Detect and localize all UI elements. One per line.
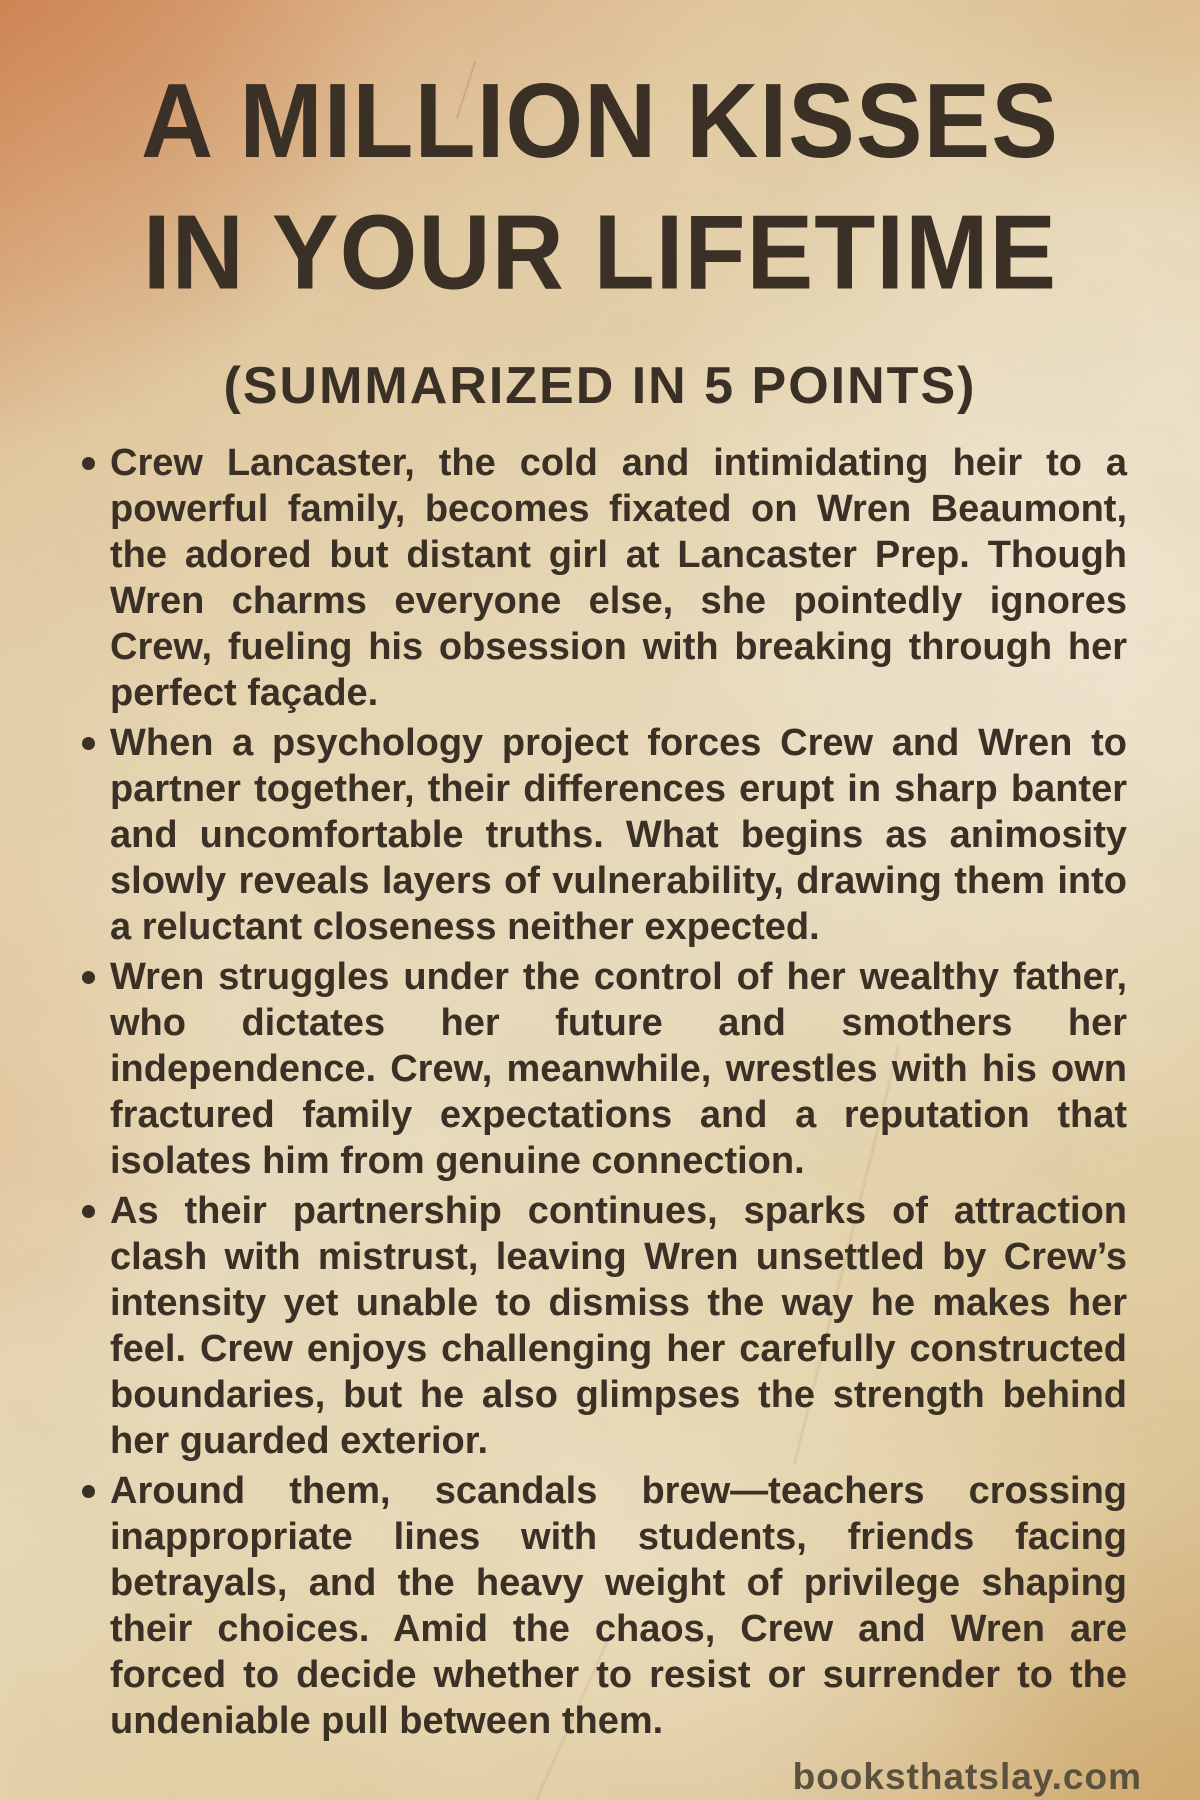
summary-point-4	[80, 1188, 1127, 1464]
summary-point-3	[80, 954, 1127, 1184]
summary-point-text: Around them, scandals brew—teachers crossing inappropriate lines with students, friends facing betrayals, and the heavy weight of privilege shaping their choices. Amid the chaos, Crew and Wren are forced to decide whether to resist or surrender to the undeniable pull between them.	[110, 1470, 1127, 1742]
bullet-icon	[82, 737, 95, 750]
summary-point-text: When a psychology project forces Crew and Wren to partner together, their differences erupt in sharp banter and uncomfortable truths. What begins as animosity slowly reveals layers of vulnerability, drawing them into a reluctant closeness neither expected.	[110, 722, 1127, 948]
summary-list	[80, 440, 1127, 1744]
bullet-icon	[82, 971, 95, 984]
summary-point-text: Crew Lancaster, the cold and intimidating heir to a powerful family, becomes fixated on Wren Beaumont, the adored but distant girl at Lancaster Prep. Though Wren charms everyone else, she pointedly ignores Crew, fueling his obsession with breaking through her perfect façade.	[110, 442, 1127, 714]
title-line-2: IN YOUR LIFETIME	[142, 192, 1058, 312]
title-line-1: A MILLION KISSES	[141, 61, 1059, 181]
bullet-icon	[82, 1485, 95, 1498]
summary-point-5	[80, 1468, 1127, 1744]
watermark-site: booksthatslay.com	[792, 1756, 1142, 1797]
book-title	[0, 0, 1200, 318]
summary-point-text: Wren struggles under the control of her wealthy father, who dictates her future and smothers her independence. Crew, meanwhile, wrestles with his own fractured family expectations and a reputation that isolates him from genuine connection.	[110, 956, 1127, 1182]
bullet-icon	[82, 457, 95, 470]
bullet-icon	[82, 1205, 95, 1218]
summary-point-1	[80, 440, 1127, 716]
summary-point-text: As their partnership continues, sparks of attraction clash with mistrust, leaving Wren unsettled by Crew’s intensity yet unable to dismiss the way he makes her feel. Crew enjoys challenging her carefully constructed boundaries, but he also glimpses the strength behind her guarded exterior.	[110, 1190, 1127, 1462]
summary-point-2	[80, 720, 1127, 950]
summary-subtitle: (SUMMARIZED IN 5 POINTS)	[223, 357, 977, 415]
